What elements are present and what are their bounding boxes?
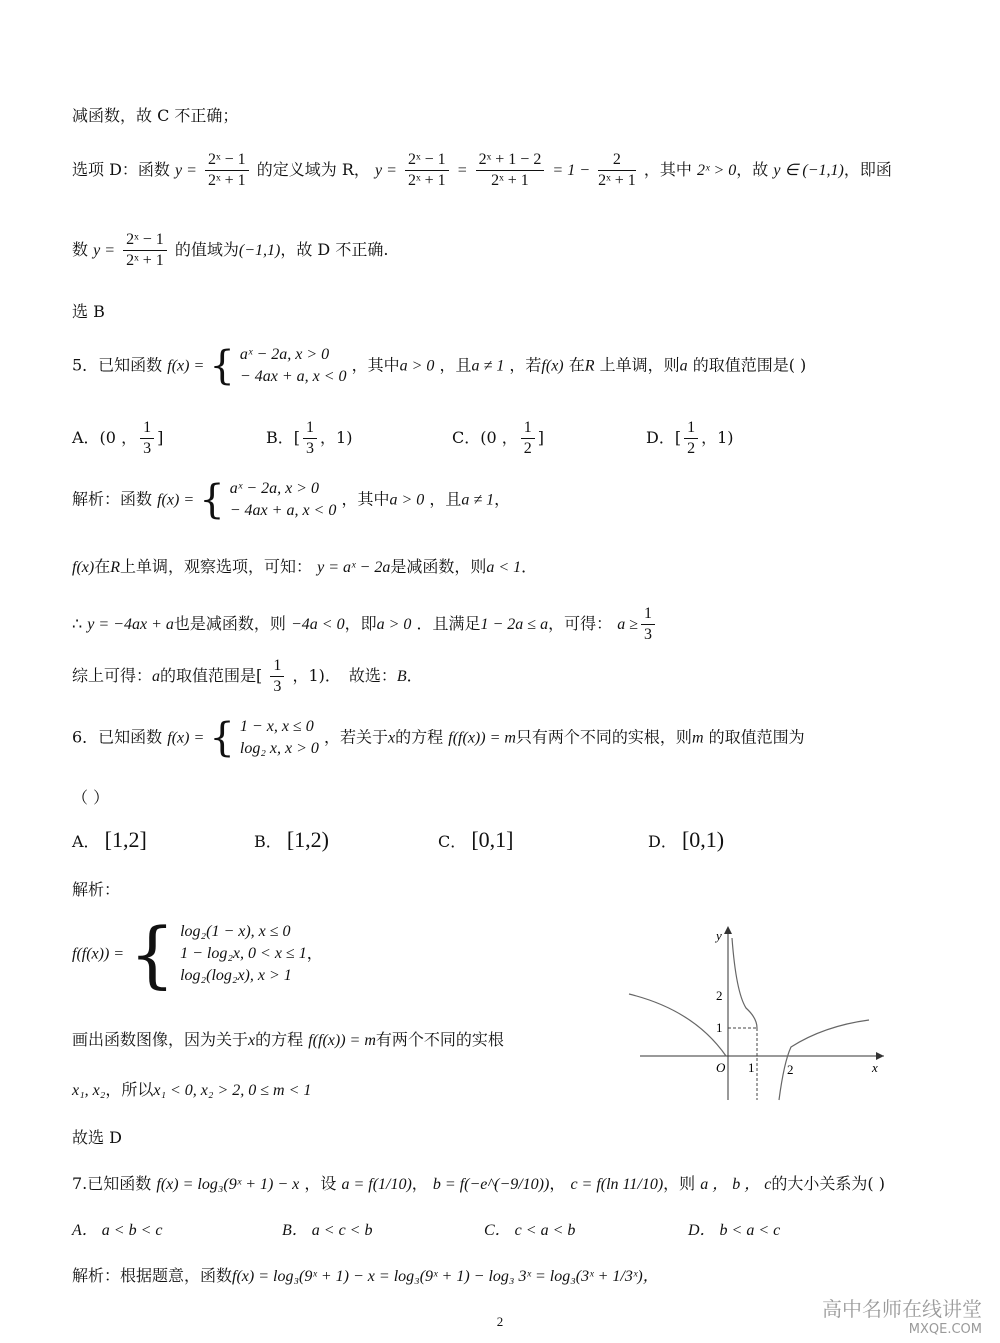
- q6-option-b: B． [1,2): [254, 827, 330, 852]
- fraction: $\frac{\text{2ˣ − 1}}{\text{2ˣ + 1}}$: [405, 150, 449, 191]
- q7-option-a: A． a < b < c: [72, 1222, 163, 1239]
- q5-option-d: D．[ $\frac{1}{2}$ ，1): [646, 419, 734, 457]
- text-line: 减函数，故 C 不正确；: [72, 106, 239, 125]
- q5-option-a: A．(0 ， $\frac{1}{3}$ ]: [72, 419, 164, 457]
- svg-text:2: 2: [787, 1062, 794, 1077]
- watermark: 高中名师在线讲堂 MXQE.COM: [822, 1297, 982, 1337]
- fraction: $\frac{\text{2ˣ − 1}}{\text{2ˣ + 1}}$: [123, 230, 167, 271]
- q7-option-d: D． b < a < c: [688, 1222, 781, 1239]
- question-5: 5．已知函数 f(x) = { aˣ − 2a, x > 0 − 4ax + a, x < 0 ，其中a > 0 ，且a ≠ 1 ，若f(x) 在R 上单调，则a 的取值范围是( ): [72, 343, 807, 389]
- solution-7: 解析：根据题意，函数f(x) = log₃(9ˣ + 1) − x = log₃(9ˣ + 1) − log₃ 3ˣ = log₃(3ˣ + 1/3ˣ)，: [72, 1266, 659, 1285]
- solution-5-summary: 综上可得：a的取值范围是[ $\frac{1}{3}$ ，1)． 故选：B．: [72, 657, 423, 695]
- solution-5: 解析：函数 f(x) = { aˣ − 2a, x > 0 − 4ax + a, x < 0 ，其中a > 0 ，且a ≠ 1，: [72, 477, 511, 523]
- function-graph: [624, 922, 888, 1102]
- option-d-analysis: 选项 D：函数 y = $\frac{\text{2ˣ − 1}}{\text{2ˣ + 1}}$ 的定义域为 R， y = $\frac{\text{2ˣ − 1}}{\text{2ˣ + 1}}$ = $\frac{\text{2ˣ + 1 − 2}}{\text{2ˣ + 1}}$ = 1 − $\frac{2}{\text{2ˣ + 1}}$ ，其中 2ˣ > 0，故 y ∈ (−1,1)，即函: [72, 151, 892, 189]
- q5-option-c: C．(0 ， $\frac{1}{2}$ ]: [452, 419, 545, 457]
- solution-6-ffx: f(f(x)) = { log₂(1 − x), x ≤ 0 1 − log₂x, 0 < x ≤ 1 log₂(log₂x), x > 1 ，: [72, 912, 323, 996]
- fraction: $\frac{2}{\text{2ˣ + 1}}$: [598, 151, 636, 189]
- answer-line: 选 B: [72, 302, 105, 321]
- page-number: 2: [496, 1314, 504, 1329]
- q7-option-c: C． c < a < b: [484, 1222, 576, 1239]
- solution-5-line3: ∴ y = −4ax + a也是减函数，则 −4a < 0，即a > 0 ．且满足1 − 2a ≤ a，可得： a ≥ $\frac{1}{3}$: [72, 604, 658, 645]
- fraction: $\frac{\text{2ˣ − 1}}{\text{2ˣ + 1}}$: [205, 150, 249, 191]
- question-6: 6．已知函数 f(x) = { 1 − x, x ≤ 0 log₂ x, x > 0 ，若关于x的方程 f(f(x)) = m只有两个不同的实根，则m 的取值范围为: [72, 715, 805, 761]
- question-7: 7.已知函数 f(x) = log₃(9ˣ + 1) − x ，设 a = f(1/10)， b = f(−e^(−9/10))， c = f(ln 11/10)，则 a ， b ， c的大小关系为( ): [72, 1174, 885, 1193]
- q7-option-b: B． a < c < b: [282, 1222, 373, 1239]
- question-6-paren: （ ）: [72, 788, 110, 807]
- svg-text:1: 1: [748, 1060, 755, 1075]
- svg-text:2: 2: [716, 988, 723, 1003]
- q6-option-d: D． [0,1): [648, 827, 725, 852]
- brace-icon: {: [199, 477, 225, 523]
- q6-option-a: A． [1,2]: [72, 827, 147, 852]
- brace-icon: {: [209, 343, 235, 389]
- svg-text:x: x: [872, 1060, 878, 1075]
- svg-text:1: 1: [716, 1020, 723, 1035]
- fraction: $\frac{\text{2ˣ + 1 − 2}}{\text{2ˣ + 1}}$: [476, 150, 545, 191]
- answer-line: 故选 D: [72, 1128, 122, 1147]
- option-d-range: 数 y = $\frac{\text{2ˣ − 1}}{\text{2ˣ + 1}}$ 的值域为(−1,1)，故 D 不正确.: [72, 231, 389, 269]
- solution-6-label: 解析：: [72, 880, 121, 899]
- solution-6-text: 画出函数图像，因为关于x的方程 f(f(x)) = m有两个不同的实根: [72, 1030, 504, 1049]
- solution-5-line2: f(x)在R上单调，观察选项，可知： y = aˣ − 2a是减函数，则a < 1．: [72, 557, 538, 576]
- svg-text:y: y: [716, 928, 722, 943]
- brace-icon: {: [209, 715, 235, 761]
- svg-text:O: O: [716, 1060, 726, 1075]
- q5-option-b: B．[ $\frac{1}{3}$ ，1): [266, 419, 353, 457]
- q6-option-c: C． [0,1]: [438, 827, 514, 852]
- solution-6-roots: x₁, x₂，所以x₁ < 0, x₂ > 2, 0 ≤ m < 1: [72, 1080, 312, 1099]
- brace-icon: {: [129, 912, 176, 996]
